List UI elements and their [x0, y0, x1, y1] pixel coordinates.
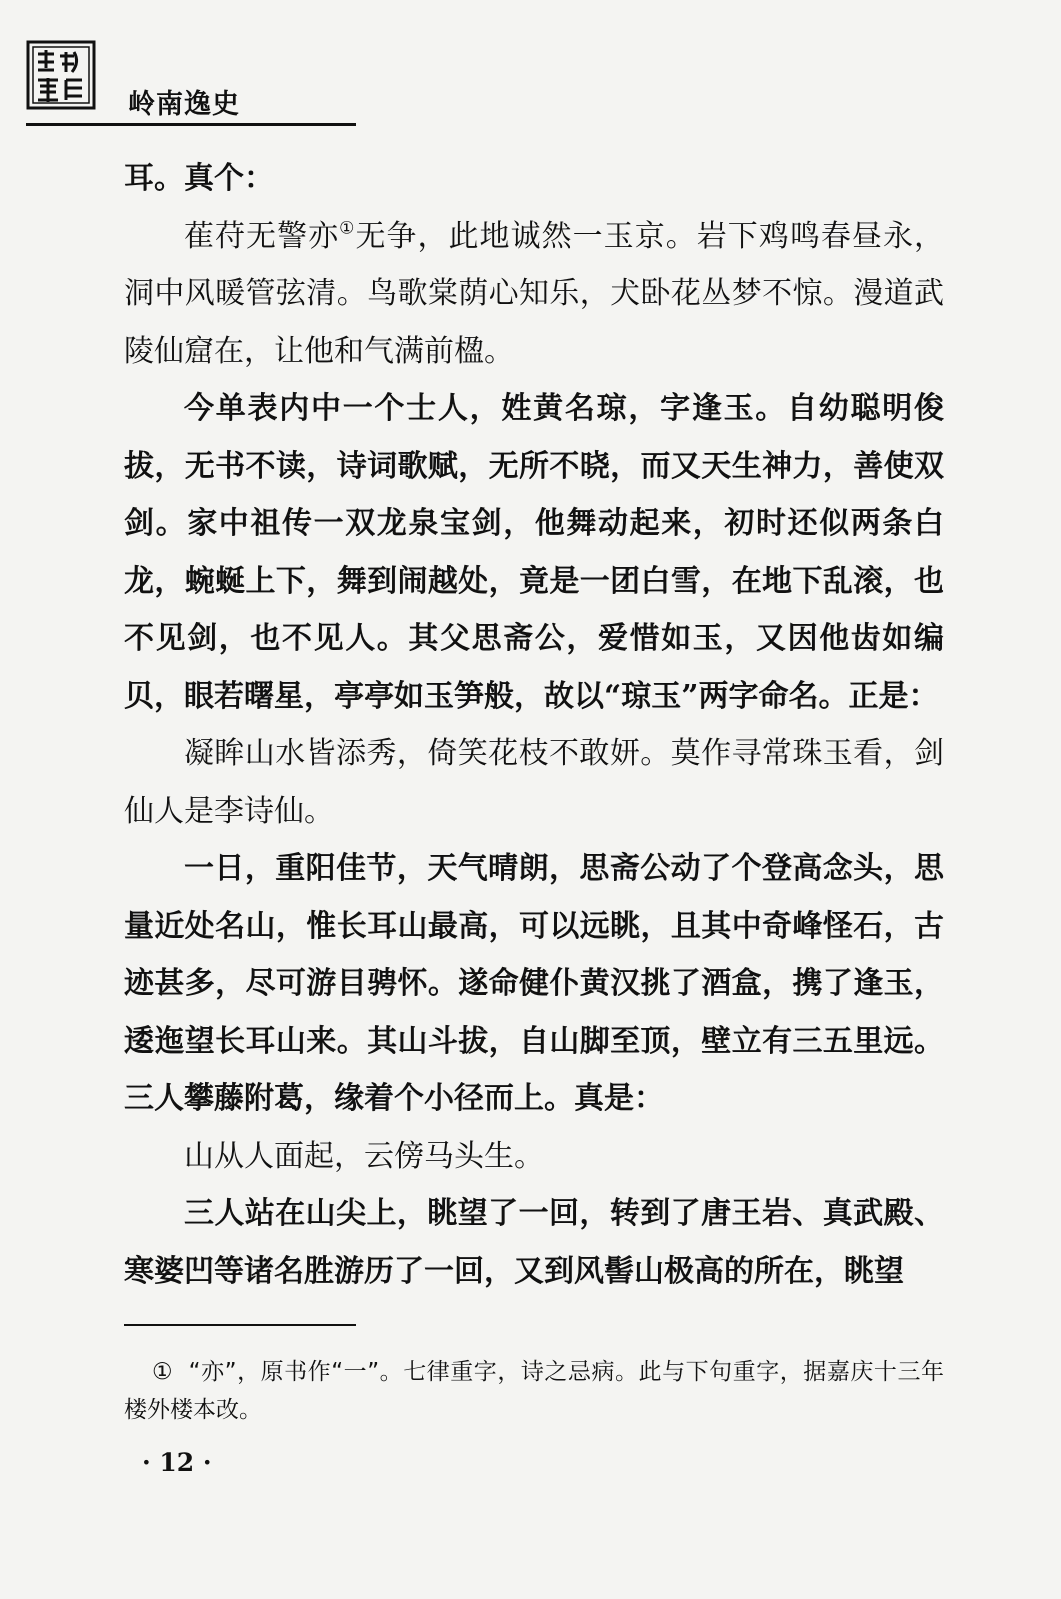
paragraph-text: 凝眸山水皆添秀，倚笑花枝不敢妍。莫作寻常珠玉看，剑仙人是李诗仙。	[124, 736, 944, 829]
paragraph-4-poem	[124, 725, 944, 840]
body-text	[124, 150, 944, 1300]
paragraph-2-poem	[124, 208, 944, 381]
footnote-text: “亦”，原书作“一”。七律重字，诗之忌病。此与下句重字，据嘉庆十三年楼外楼本改。	[124, 1359, 944, 1423]
paragraph-6-poem	[124, 1128, 944, 1186]
paragraph-text-continued: 无争，此地诚然一玉京。岩下鸡鸣春昼永，洞中风暖管弦清。鸟歌棠荫心知乐，犬卧花丛梦不惊。漫道武陵仙窟在，让他和气满前楹。	[124, 218, 944, 369]
footnote	[124, 1353, 944, 1429]
paragraph-text: 今单表内中一个士人，姓黄名琼，字逢玉。自幼聪明俊拔，无书不读，诗词歌赋，无所不晓，而又天生神力，善使双剑。家中祖传一双龙泉宝剑，他舞动起来，初时还似两条白龙，蜿蜒上下，舞到闹越处，竟是一团白雪，在地下乱滚，也不见剑，也不见人。其父思斋公，爱惜如玉，又因他齿如编贝，眼若曙星，亭亭如玉笋般，故以“琼玉”两字命名。正是：	[124, 391, 944, 714]
paragraph-7	[124, 1185, 944, 1300]
footnote-marker: ①	[152, 1359, 173, 1385]
footnote-reference[interactable]: ①	[339, 217, 356, 238]
paragraph-text: 萑苻无警亦	[184, 218, 340, 254]
paragraph-text: 耳。真个：	[124, 161, 274, 196]
running-title: 岭南逸史	[128, 89, 240, 120]
paragraph-text: 一日，重阳佳节，天气晴朗，思斋公动了个登高念头，思量近处名山，惟长耳山最高，可以远眺，且其中奇峰怪石，古迹甚多，尽可游目骋怀。遂命健仆黄汉挑了酒盒，携了逢玉，逶迤望长耳山来。其山斗拔，自山脚至顶，壁立有三五里远。三人攀藤附葛，缘着个小径而上。真是：	[124, 851, 944, 1116]
paragraph-text: 三人站在山尖上，眺望了一回，转到了唐王岩、真武殿、寒婆凹等诸名胜游历了一回，又到风髻山极高的所在，眺望	[124, 1196, 944, 1289]
paragraph-5	[124, 840, 944, 1128]
page-number: · 12 ·	[142, 1448, 212, 1477]
paragraph-1	[124, 150, 944, 208]
footnote-rule	[124, 1324, 356, 1326]
seal-stamp-icon	[26, 40, 96, 110]
paragraph-text: 山从人面起，云傍马头生。	[184, 1138, 544, 1174]
header-rule	[26, 123, 356, 126]
paragraph-3	[124, 380, 944, 725]
